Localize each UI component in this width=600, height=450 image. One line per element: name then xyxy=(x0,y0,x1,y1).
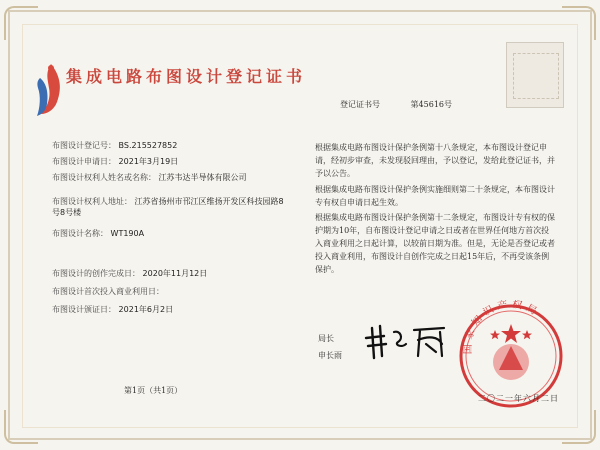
field-label: 布图设计登记号： xyxy=(52,141,116,150)
field-rights-holder-address xyxy=(52,196,290,218)
field-application-date xyxy=(52,156,178,167)
field-label: 布图设计颁证日： xyxy=(52,305,116,314)
director-name: 申长雨 xyxy=(318,351,342,360)
issue-date-footer: 二〇二一年六月二日 xyxy=(478,394,559,403)
corner-ornament xyxy=(562,6,596,40)
document-stamp-panel xyxy=(506,42,564,108)
field-layout-design-name xyxy=(52,228,144,239)
director-title: 局长 xyxy=(318,334,334,343)
handwritten-signature xyxy=(360,318,452,362)
corner-ornament xyxy=(4,6,38,40)
field-label: 布图设计名称： xyxy=(52,229,108,238)
field-issue-date xyxy=(52,304,173,315)
field-rights-holder xyxy=(52,172,282,183)
field-first-commercial-use-date xyxy=(52,286,164,297)
field-label: 布图设计的创作完成日： xyxy=(52,269,140,278)
field-value: 2020年11月12日 xyxy=(142,269,208,278)
paragraph-registration: 根据集成电路布图设计保护条例第十八条规定，本布图设计登记申请，经初步审查，未发现驳回理由，予以登记，发给此登记证书，并予以公告。 xyxy=(315,143,555,178)
registration-number-label: 登记证书号 xyxy=(340,100,380,109)
field-label: 布图设计权利人姓名或名称： xyxy=(52,173,156,182)
field-value: 2021年3月19日 xyxy=(118,157,179,166)
svg-text:国家知识产权局 xyxy=(462,300,542,354)
field-registration-number xyxy=(52,140,177,151)
stamp-box xyxy=(513,53,559,99)
field-value: WT190A xyxy=(110,229,145,238)
registration-number-value: 第45616号 xyxy=(410,100,452,109)
registration-number-block xyxy=(340,99,452,110)
field-value: BS.215527852 xyxy=(118,141,178,150)
field-value: 江苏省扬州市邗江区维扬开发区科技园路8号8号楼 xyxy=(52,197,284,217)
field-value: 2021年6月2日 xyxy=(118,305,174,314)
field-value: 江苏韦达半导体有限公司 xyxy=(158,173,247,182)
paragraph-effective-date: 根据集成电路布图设计保护条例实施细则第二十条规定，本布图设计专有权自申请日起生效。 xyxy=(315,185,555,207)
corner-ornament xyxy=(562,410,596,444)
certificate-title: 集成电路布图设计登记证书 xyxy=(66,67,307,86)
field-label: 布图设计权利人地址： xyxy=(52,197,132,206)
seal-text: 国家知识产权局 xyxy=(462,300,542,355)
field-creation-date xyxy=(52,268,207,279)
field-label: 布图设计申请日： xyxy=(52,157,116,166)
page-indicator: 第1页（共1页） xyxy=(124,386,183,395)
paragraph-protection-term: 根据集成电路布图设计保护条例第十二条规定，布图设计专有权的保护期为10年，自布图设计登记申请之日或者在世界任何地方首次投入商业利用之日起计算，以较前日期为准。但是，无论是否登记或者投入商业利用，布图设计自创作完成之日起15年后，不再受该条例保护。 xyxy=(315,213,555,274)
field-label: 布图设计首次投入商业利用日： xyxy=(52,287,164,296)
corner-ornament xyxy=(4,410,38,444)
